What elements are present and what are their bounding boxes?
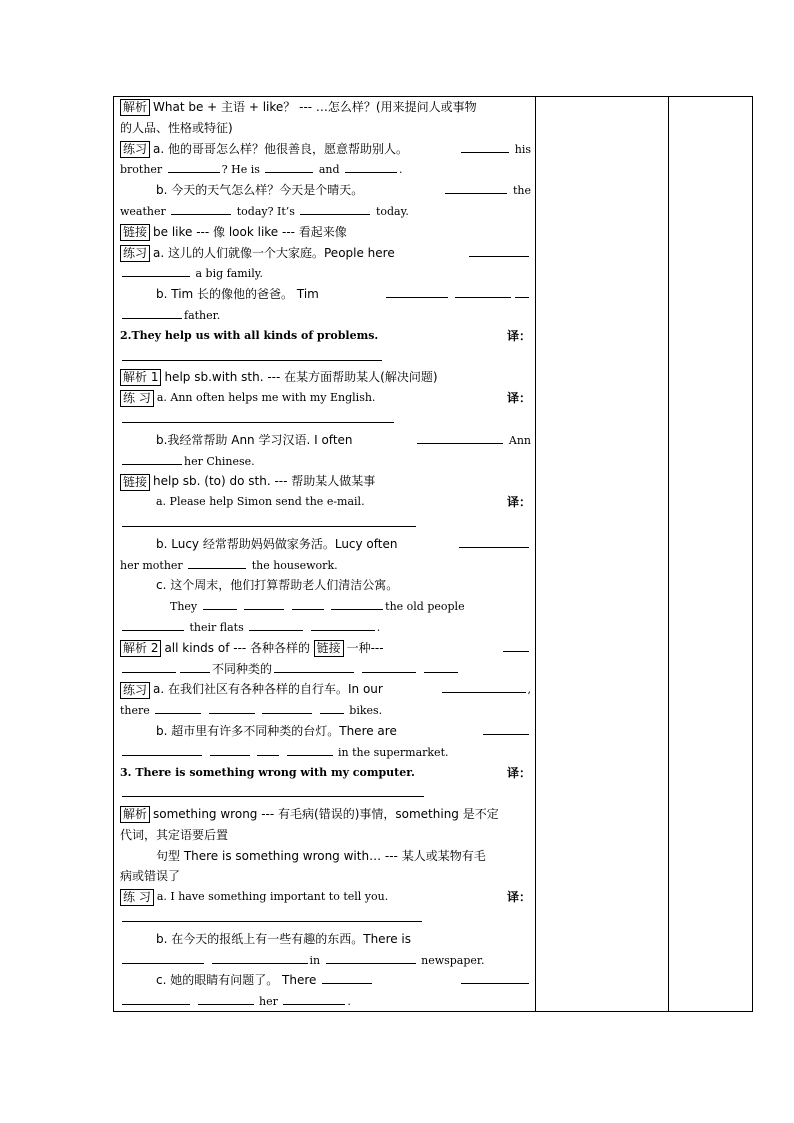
line-43: c. 她的眼睛有问题了。 There bbox=[120, 970, 531, 991]
answer-blank[interactable] bbox=[424, 659, 458, 673]
line-33: 3. There is something wrong with my computer. 译： bbox=[120, 765, 531, 780]
answer-blank[interactable] bbox=[168, 159, 220, 173]
answer-blank[interactable] bbox=[203, 596, 237, 610]
notes-column bbox=[114, 97, 536, 1011]
answer-blank[interactable] bbox=[461, 970, 529, 984]
answer-blank[interactable] bbox=[180, 659, 210, 673]
translation-blank[interactable] bbox=[122, 908, 422, 922]
tag-analysis: 解析 bbox=[120, 99, 150, 116]
line-8: 练习 a. 这儿的人们就像一个大家庭。People here bbox=[120, 243, 531, 264]
answer-blank[interactable] bbox=[171, 201, 231, 215]
answer-blank[interactable] bbox=[265, 159, 313, 173]
tag-practice: 练习 bbox=[120, 682, 150, 699]
answer-blank[interactable] bbox=[287, 742, 333, 756]
line-42: in newspaper. bbox=[120, 950, 531, 971]
line-23: her mother the housework. bbox=[120, 555, 531, 576]
answer-blank[interactable] bbox=[122, 659, 176, 673]
answer-blank[interactable] bbox=[345, 159, 397, 173]
answer-blank[interactable] bbox=[122, 742, 202, 756]
line-37: 句型 There is something wrong with… --- 某人或某物有毛 bbox=[156, 848, 486, 863]
line-44: her . bbox=[120, 991, 531, 1012]
tag-analysis-2: 解析 2 bbox=[120, 640, 161, 657]
answer-blank[interactable] bbox=[326, 950, 416, 964]
line-35: 解析 something wrong --- 有毛病(错误的)事情，something 是不定 bbox=[120, 804, 531, 825]
translation-blank[interactable] bbox=[122, 513, 416, 527]
answer-blank[interactable] bbox=[311, 617, 375, 631]
line-7: 链接 be like --- 像 look like --- 看起来像 bbox=[120, 222, 531, 243]
answer-blank[interactable] bbox=[515, 284, 529, 298]
line-6: weather today? It’s today. bbox=[120, 201, 531, 222]
answer-blank[interactable] bbox=[122, 263, 190, 277]
line-24: c. 这个周末，他们打算帮助老人们清洁公寓。 bbox=[156, 578, 399, 593]
line-10: b. Tim 长的像他的爸爸。 Tim bbox=[120, 284, 531, 305]
answer-blank[interactable] bbox=[455, 284, 511, 298]
tag-practice: 练习 bbox=[120, 245, 150, 262]
line-40 bbox=[120, 908, 531, 929]
answer-blank[interactable] bbox=[122, 617, 184, 631]
answer-blank[interactable] bbox=[274, 659, 354, 673]
line-3: 练习 a. 他的哥哥怎么样？他很善良，愿意帮助别人。 his bbox=[120, 139, 531, 160]
line-39: 练 习 a. I have something important to tell you. 译： bbox=[120, 887, 531, 908]
answer-blank[interactable] bbox=[122, 991, 190, 1005]
answer-blank[interactable] bbox=[122, 950, 204, 964]
answer-blank[interactable] bbox=[188, 555, 246, 569]
answer-blank[interactable] bbox=[503, 638, 529, 652]
answer-blank[interactable] bbox=[212, 950, 308, 964]
line-31: b. 超市里有许多不同种类的台灯。There are bbox=[120, 721, 531, 742]
line-34 bbox=[120, 783, 531, 804]
line-16 bbox=[120, 409, 531, 430]
empty-column-middle bbox=[536, 97, 669, 1011]
line-20: a. Please help Simon send the e-mail. 译： bbox=[156, 495, 531, 510]
tag-analysis-1: 解析 1 bbox=[120, 369, 161, 386]
answer-blank[interactable] bbox=[322, 970, 372, 984]
line-5: b. 今天的天气怎么样？今天是个晴天。 the bbox=[120, 180, 531, 201]
answer-blank[interactable] bbox=[300, 201, 370, 215]
line-32: in the supermarket. bbox=[120, 742, 531, 763]
translation-blank[interactable] bbox=[122, 347, 382, 361]
answer-blank[interactable] bbox=[320, 700, 344, 714]
answer-blank[interactable] bbox=[249, 617, 303, 631]
answer-blank[interactable] bbox=[122, 451, 182, 465]
tag-analysis: 解析 bbox=[120, 806, 150, 823]
answer-blank[interactable] bbox=[469, 243, 529, 257]
line-26: their flats . bbox=[120, 617, 531, 638]
empty-column-right bbox=[669, 97, 754, 1011]
line-9: a big family. bbox=[120, 263, 531, 284]
translation-blank[interactable] bbox=[122, 783, 424, 797]
answer-blank[interactable] bbox=[198, 991, 254, 1005]
line-28: 不同种类的 bbox=[120, 659, 531, 680]
line-30: there bikes. bbox=[120, 700, 531, 721]
answer-blank[interactable] bbox=[210, 742, 250, 756]
line-11: father. bbox=[120, 305, 531, 326]
line-15: 练 习 a. Ann often helps me with my English. 译： bbox=[120, 388, 531, 409]
answer-blank[interactable] bbox=[459, 534, 529, 548]
tag-practice: 练 习 bbox=[120, 390, 154, 407]
line-22: b. Lucy 经常帮助妈妈做家务活。Lucy often bbox=[120, 534, 531, 555]
line-36: 代词，其定语要后置 bbox=[120, 827, 229, 842]
line-14: 解析 1 help sb.with sth. --- 在某方面帮助某人(解决问题) bbox=[120, 367, 531, 388]
line-2: 的人品、性格或特征) bbox=[120, 120, 233, 135]
answer-blank[interactable] bbox=[292, 596, 324, 610]
line-41: b. 在今天的报纸上有一些有趣的东西。There is bbox=[156, 931, 412, 946]
line-21 bbox=[120, 513, 531, 534]
worksheet-table bbox=[113, 96, 753, 1012]
line-12: 2.They help us with all kinds of problems. 译： bbox=[120, 328, 531, 343]
tag-practice: 练 习 bbox=[120, 889, 154, 906]
answer-blank[interactable] bbox=[122, 305, 182, 319]
line-4: brother ? He is and . bbox=[120, 159, 531, 180]
answer-blank[interactable] bbox=[244, 596, 284, 610]
answer-blank[interactable] bbox=[445, 180, 507, 194]
answer-blank[interactable] bbox=[257, 742, 279, 756]
line-1: 解析 What be + 主语 + like？ --- …怎么样？(用来提问人或事物 bbox=[120, 97, 531, 118]
answer-blank[interactable] bbox=[461, 139, 509, 153]
line-29: 练习 a. 在我们社区有各种各样的自行车。In our , bbox=[120, 679, 531, 700]
line-17: b.我经常帮助 Ann 学习汉语. I often Ann bbox=[120, 430, 531, 451]
line-25: They the old people bbox=[120, 596, 531, 617]
tag-link: 链接 bbox=[314, 640, 344, 657]
answer-blank[interactable] bbox=[331, 596, 383, 610]
answer-blank[interactable] bbox=[155, 700, 201, 714]
tag-link: 链接 bbox=[120, 474, 150, 491]
line-19: 链接 help sb. (to) do sth. --- 帮助某人做某事 bbox=[120, 471, 531, 492]
answer-blank[interactable] bbox=[483, 721, 529, 735]
answer-blank[interactable] bbox=[262, 700, 312, 714]
line-27: 解析 2 all kinds of --- 各种各样的 链接 一种--- bbox=[120, 638, 531, 659]
tag-link: 链接 bbox=[120, 224, 150, 241]
line-38: 病或错误了 bbox=[120, 869, 181, 884]
answer-blank[interactable] bbox=[362, 659, 416, 673]
answer-blank[interactable] bbox=[283, 991, 345, 1005]
line-13 bbox=[120, 347, 531, 368]
tag-practice: 练习 bbox=[120, 141, 150, 158]
answer-blank[interactable] bbox=[209, 700, 255, 714]
answer-blank[interactable] bbox=[417, 430, 503, 444]
translation-blank[interactable] bbox=[122, 409, 394, 423]
answer-blank[interactable] bbox=[386, 284, 448, 298]
line-18: her Chinese. bbox=[120, 451, 531, 472]
answer-blank[interactable] bbox=[442, 679, 526, 693]
